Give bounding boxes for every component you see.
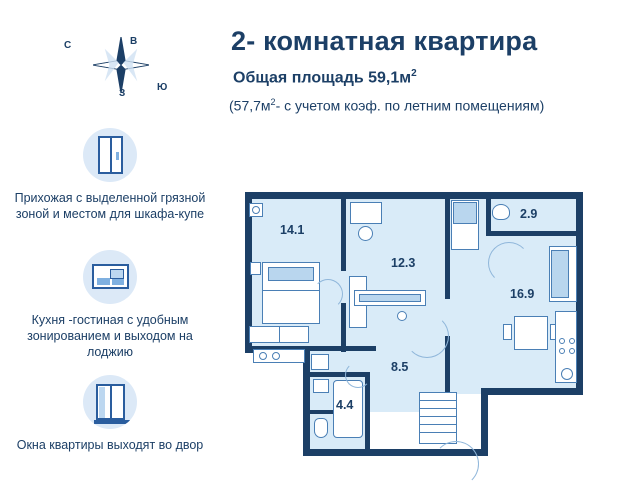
compass-label-north: В xyxy=(130,36,138,47)
washer-icon xyxy=(311,354,329,370)
kitchen-living-icon xyxy=(83,250,137,304)
feature-wardrobe-label: Прихожая с выделенной грязной зоной и местом для шкафа-купе xyxy=(14,191,206,221)
wall-loggia-bottom xyxy=(486,231,578,236)
office-chair-icon xyxy=(358,226,373,241)
area-label-corridor: 8.5 xyxy=(391,360,409,374)
compass-star-icon xyxy=(92,36,150,94)
window-icon xyxy=(83,375,137,429)
tv-unit-knob-1 xyxy=(259,352,267,360)
wall-bedroom-hall-2 xyxy=(341,303,346,352)
stove-burner-1 xyxy=(559,338,565,344)
feature-windows-label: Окна квартиры выходят во двор xyxy=(16,438,204,452)
page-title: 2- комнатная квартира xyxy=(231,26,538,56)
area-label-bathroom: 4.4 xyxy=(336,398,354,412)
compass-rose xyxy=(62,22,182,112)
apartment-floor-plan xyxy=(237,186,595,466)
wall-corridor-top xyxy=(310,346,376,351)
wall-mid-bottom xyxy=(481,388,583,395)
bed-detail-line xyxy=(262,290,320,291)
sink-small-icon xyxy=(313,379,329,393)
tv-unit-knob-2 xyxy=(272,352,280,360)
toilet-icon xyxy=(314,418,328,438)
radiator-fin-4 xyxy=(419,424,457,425)
door-arc-bathroom xyxy=(345,362,371,388)
radiator-fin-2 xyxy=(419,408,457,409)
compass-label-west: З xyxy=(119,88,126,99)
compass-label-east: Ю xyxy=(157,82,168,93)
area-note-prefix: (57,7м xyxy=(229,97,271,114)
area-label-loggia: 2.9 xyxy=(520,207,538,221)
total-area-sup: 2 xyxy=(411,68,417,79)
door-arc-hall xyxy=(405,314,449,358)
area-note-suffix: - с учетом коэф. по летним помещениям) xyxy=(275,97,545,114)
wardrobe-icon xyxy=(83,128,137,182)
stove-burner-2 xyxy=(569,338,575,344)
pillow-icon xyxy=(268,267,314,281)
sofa-seat-icon xyxy=(359,294,421,302)
nightstand-icon xyxy=(250,262,261,275)
sink-icon xyxy=(561,368,573,380)
door-arc-living xyxy=(488,242,530,284)
wall-bedroom-hall xyxy=(341,199,346,271)
radiator-fin-5 xyxy=(419,432,457,433)
wall-right xyxy=(576,192,583,394)
area-note xyxy=(229,97,544,114)
wall-top xyxy=(245,192,583,199)
wall-hall-living xyxy=(445,199,450,299)
radiator-fin-1 xyxy=(419,400,457,401)
radiator-fin-3 xyxy=(419,416,457,417)
compass-label-south: С xyxy=(64,40,72,51)
feature-kitchen-living xyxy=(10,250,210,360)
stove-burner-4 xyxy=(569,348,575,354)
stove-burner-3 xyxy=(559,348,565,354)
feature-windows xyxy=(10,375,210,453)
total-area-text: Общая площадь 59,1м xyxy=(233,69,412,87)
fridge-icon xyxy=(453,202,477,224)
door-arc-bedroom xyxy=(313,279,343,309)
hall-decor-icon xyxy=(397,311,407,321)
feature-wardrobe xyxy=(10,128,210,222)
feature-kitchen-living-label: Кухня -гостиная с удобным зонированием и выходом на лоджию xyxy=(27,313,193,359)
area-label-bedroom: 14.1 xyxy=(280,223,305,237)
wall-loggia-left xyxy=(486,199,491,232)
wardrobe-divider xyxy=(279,326,280,343)
chair-left-icon xyxy=(503,324,512,340)
desk-icon xyxy=(350,202,382,224)
area-label-hall: 12.3 xyxy=(391,256,416,270)
dining-table-icon xyxy=(514,316,548,350)
area-note-sup: 2 xyxy=(270,97,276,107)
wall-right-lower xyxy=(481,394,488,456)
couch-seat-icon xyxy=(551,250,569,298)
total-area-label xyxy=(233,68,417,87)
area-label-living-kitchen: 16.9 xyxy=(510,287,535,301)
loggia-planter-icon xyxy=(492,204,510,220)
bedroom-lamp-icon xyxy=(252,206,260,214)
door-arc-entry xyxy=(433,441,479,487)
